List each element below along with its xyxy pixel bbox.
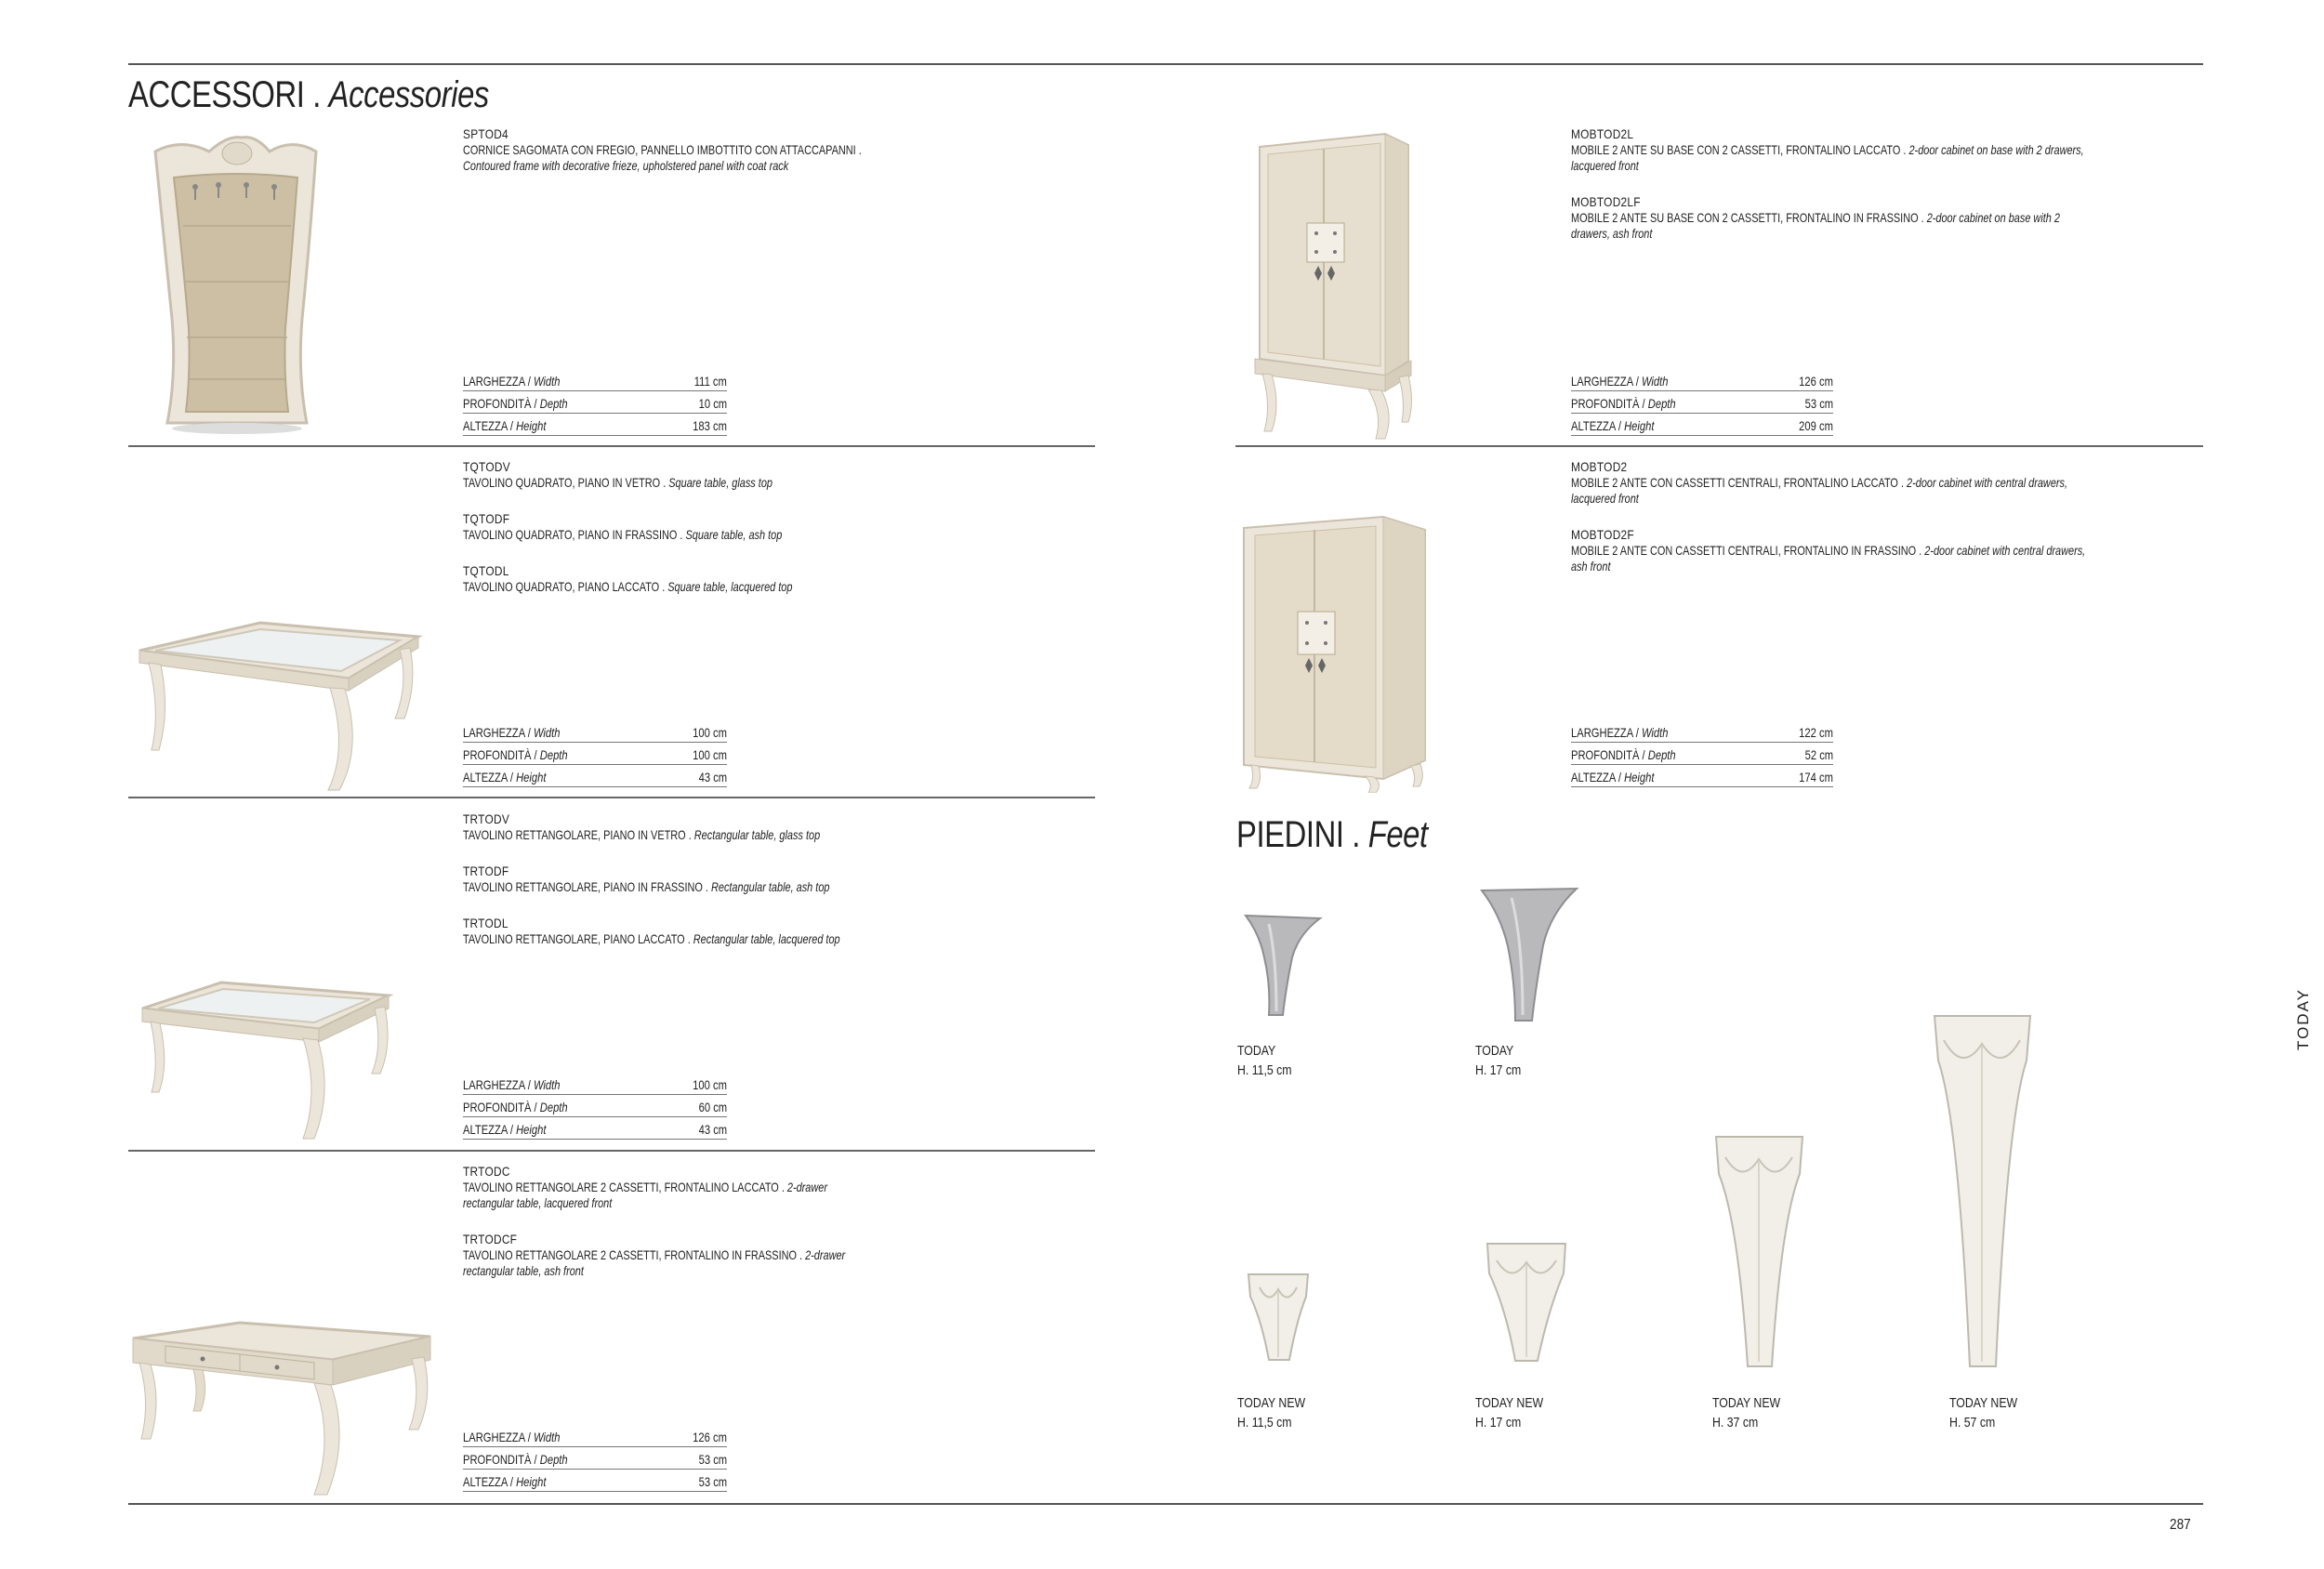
bottom-rule xyxy=(128,1503,2203,1505)
sptod4-info xyxy=(463,126,984,194)
height-row: ALTEZZA / Height 174 cm xyxy=(1571,765,1833,787)
width-row: LARGHEZZA / Width 122 cm xyxy=(1571,720,1833,743)
product-code: MOBTOD2LF xyxy=(1571,194,1641,209)
product-description: TAVOLINO RETTANGOLARE, PIANO IN VETRO . Rectangular table, glass top xyxy=(463,827,821,842)
product-description: MOBILE 2 ANTE CON CASSETTI CENTRALI, FRONTALINO LACCATO . 2-door cabinet with central drawers, lacquered front xyxy=(1571,475,2068,506)
depth-row: PROFONDITÀ / Depth 10 cm xyxy=(463,391,727,414)
width-row: LARGHEZZA / Width 126 cm xyxy=(1571,369,1833,391)
trtodc-info xyxy=(463,1164,984,1299)
product-code: TRTODC xyxy=(463,1164,510,1179)
product-code: TRTODCF xyxy=(463,1232,518,1246)
foot-caption: TODAY NEW H. 17 cm xyxy=(1475,1395,1544,1431)
height-row: ALTEZZA / Height 43 cm xyxy=(463,765,727,787)
tqtod-dimensions xyxy=(463,720,727,787)
width-row: LARGHEZZA / Width 100 cm xyxy=(463,720,727,743)
product-description: MOBILE 2 ANTE SU BASE CON 2 CASSETTI, FRONTALINO LACCATO . 2-door cabinet on base with 2 drawers, lacquered front xyxy=(1571,142,2084,173)
foot-today-new-small-image xyxy=(1241,1269,1315,1366)
mobtod2-info xyxy=(1571,459,2240,595)
foot-caption: TODAY NEW H. 37 cm xyxy=(1712,1395,1781,1431)
depth-row: PROFONDITÀ / Depth 53 cm xyxy=(1571,391,1833,414)
cabinet-on-base-image xyxy=(1246,126,1432,442)
product-description: TAVOLINO RETTANGOLARE, PIANO LACCATO . Rectangular table, lacquered top xyxy=(463,931,840,946)
foot-today-new-tall-image xyxy=(1710,1129,1808,1371)
product-code: TRTODV xyxy=(463,811,510,826)
product-description: TAVOLINO RETTANGOLARE, PIANO IN FRASSINO . Rectangular table, ash top xyxy=(463,879,830,894)
square-table-image xyxy=(135,609,423,795)
product-code: MOBTOD2 xyxy=(1571,459,1628,474)
product-code: TQTODF xyxy=(463,511,510,526)
product-description: MOBILE 2 ANTE SU BASE CON 2 CASSETTI, FRONTALINO IN FRASSINO . 2-door cabinet on base with 2 drawers, ash front xyxy=(1571,210,2060,241)
product-description: TAVOLINO QUADRATO, PIANO IN VETRO . Square table, glass top xyxy=(463,475,772,490)
foot-today-small-image xyxy=(1241,911,1325,1022)
depth-row: PROFONDITÀ / Depth 60 cm xyxy=(463,1095,727,1117)
product-description: CORNICE SAGOMATA CON FREGIO, PANNELLO IMBOTTITO CON ATTACCAPANNI . Contoured frame with decorative frieze, upholstered panel with coat rack xyxy=(463,142,862,173)
section-rule-3 xyxy=(128,1150,1095,1152)
height-row: ALTEZZA / Height 43 cm xyxy=(463,1117,727,1140)
depth-row: PROFONDITÀ / Depth 53 cm xyxy=(463,1447,727,1470)
trtodc-dimensions xyxy=(463,1425,727,1492)
product-description: TAVOLINO QUADRATO, PIANO IN FRASSINO . Square table, ash top xyxy=(463,527,783,542)
coat-rack-frame-image xyxy=(144,133,330,440)
tqtod-info xyxy=(463,459,984,615)
height-row: ALTEZZA / Height 183 cm xyxy=(463,414,727,436)
foot-today-new-medium-image xyxy=(1480,1236,1573,1366)
page-number: 287 xyxy=(2170,1517,2191,1533)
foot-caption: TODAY NEW H. 57 cm xyxy=(1949,1395,2018,1431)
foot-caption: TODAY H. 11,5 cm xyxy=(1237,1043,1292,1078)
width-row: LARGHEZZA / Width 111 cm xyxy=(463,369,727,391)
section-rule-1 xyxy=(128,445,1095,447)
side-tag: TODAY xyxy=(2294,988,2312,1050)
product-code: TRTODL xyxy=(463,916,508,930)
product-code: SPTOD4 xyxy=(463,126,508,141)
product-code: TRTODF xyxy=(463,864,509,878)
width-row: LARGHEZZA / Width 126 cm xyxy=(463,1425,727,1447)
product-description: MOBILE 2 ANTE CON CASSETTI CENTRALI, FRONTALINO IN FRASSINO . 2-door cabinet with central drawers, ash front xyxy=(1571,543,2086,574)
drawer-table-image xyxy=(128,1318,435,1499)
rectangular-table-image xyxy=(138,971,393,1148)
mobtod2l-info xyxy=(1571,126,2240,262)
foot-caption: TODAY H. 17 cm xyxy=(1475,1043,1522,1078)
height-row: ALTEZZA / Height 53 cm xyxy=(463,1470,727,1492)
section-rule-2 xyxy=(128,797,1095,798)
section-rule-right-1 xyxy=(1235,445,2203,447)
foot-today-new-tallest-image xyxy=(1929,1009,2036,1371)
sptod4-dimensions xyxy=(463,369,727,436)
piedini-title: PIEDINI . Feet xyxy=(1236,814,1428,855)
product-description: TAVOLINO RETTANGOLARE 2 CASSETTI, FRONTALINO LACCATO . 2-drawer rectangular table, lacquered front xyxy=(463,1180,827,1210)
product-description: TAVOLINO RETTANGOLARE 2 CASSETTI, FRONTALINO IN FRASSINO . 2-drawer rectangular table, ash front xyxy=(463,1247,846,1278)
width-row: LARGHEZZA / Width 100 cm xyxy=(463,1073,727,1095)
top-rule xyxy=(128,63,2203,65)
product-code: TQTODL xyxy=(463,563,509,578)
product-description: TAVOLINO QUADRATO, PIANO LACCATO . Square table, lacquered top xyxy=(463,579,793,594)
trtod-dimensions xyxy=(463,1073,727,1140)
foot-caption: TODAY NEW H. 11,5 cm xyxy=(1237,1395,1306,1431)
product-code: MOBTOD2L xyxy=(1571,126,1634,141)
trtod-info xyxy=(463,811,984,968)
height-row: ALTEZZA / Height 209 cm xyxy=(1571,414,1833,436)
depth-row: PROFONDITÀ / Depth 52 cm xyxy=(1571,743,1833,765)
product-code: TQTODV xyxy=(463,459,510,474)
accessori-title: ACCESSORI . Accessories xyxy=(128,74,489,115)
product-code: MOBTOD2F xyxy=(1571,527,1634,542)
cabinet-central-drawers-image xyxy=(1235,509,1430,793)
mobtod2-dimensions xyxy=(1571,720,1833,787)
depth-row: PROFONDITÀ / Depth 100 cm xyxy=(463,743,727,765)
mobtod2l-dimensions xyxy=(1571,369,1833,436)
foot-today-large-image xyxy=(1478,885,1580,1026)
